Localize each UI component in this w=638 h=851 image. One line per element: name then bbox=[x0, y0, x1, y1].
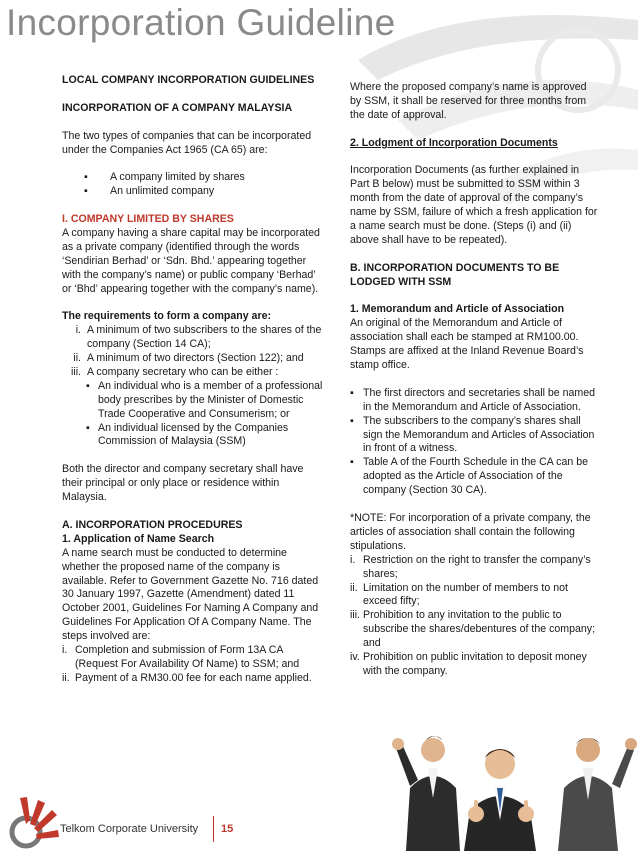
left-column bbox=[62, 74, 324, 686]
stipulation-item bbox=[350, 609, 598, 651]
stipulation-text: Restriction on the right to transfer the company’s shares; bbox=[363, 553, 591, 580]
memorandum-point: ▪ The subscribers to the company’s shares shall sign the Memorandum and Articles of Association in front of a witness. bbox=[350, 415, 598, 457]
requirement-number: i. bbox=[75, 324, 81, 337]
requirement-text: A minimum of two directors (Section 122); and bbox=[87, 352, 304, 365]
director-residence-paragraph: Both the director and company secretary shall have their principal or only place or residence within Malaysia. bbox=[62, 463, 304, 504]
section-title-incorporation-documents: B. INCORPORATION DOCUMENTS TO BE LODGED WITH SSM bbox=[350, 261, 560, 288]
subsection-title-lodgment: 2. Lodgment of Incorporation Documents bbox=[350, 136, 558, 149]
page-title: Incorporation Guideline bbox=[6, 2, 396, 43]
secretary-option-item: ▪ An individual who is a member of a professional body prescribes by the Minister of Domestic Trade Cooperative and Consumerism; or bbox=[62, 380, 324, 422]
name-search-paragraph: A name search must be conducted to determine whether the proposed name of the company is available. Refer to Government Gazette No. 716 dated 30 January 1997, Gazette (Amendment) dated 11 October 2001, Guidelines For Naming A Company and Guidelines For Application Of A Company Name. The steps involved are: bbox=[62, 546, 319, 643]
stipulation-text: Prohibition on public invitation to deposit money with the company. bbox=[363, 651, 587, 677]
note-paragraph: *NOTE: For incorporation of a private company, the articles of association shall contain the following stipulations. bbox=[350, 512, 591, 552]
right-column bbox=[350, 81, 598, 679]
stipulation-text: Prohibition to any invitation to the public to subscribe the shares/debentures of the company; and bbox=[363, 609, 596, 650]
business-people-photo bbox=[388, 728, 638, 851]
secretary-option-item: ▪ An individual licensed by the Companies Commission of Malaysia (SSM) bbox=[62, 422, 324, 450]
lodgment-paragraph: Incorporation Documents (as further explained in Part B below) must be submitted to SSM within 3 month from the date of approval of the company’s name by SSM, failure of which a fresh application for a name search must be done. (Steps (i) and (ii) above shall have to be repeated). bbox=[350, 164, 598, 246]
memorandum-paragraph: An original of the Memorandum and Article of association shall each be stamped at RM100.00. Stamps are affixed at the Inland Revenue Board’s stamp office. bbox=[350, 317, 584, 372]
requirement-item bbox=[62, 352, 324, 366]
telkom-logo-icon bbox=[4, 794, 64, 850]
footer-organization: Telkom Corporate University bbox=[60, 823, 199, 835]
stipulation-number: ii. bbox=[350, 581, 358, 594]
section-title-incorporation-procedures: A. INCORPORATION PROCEDURES bbox=[62, 518, 243, 531]
stipulation-number: iii. bbox=[350, 609, 361, 622]
intro-paragraph: The two types of companies that can be incorporated under the Companies Act 1965 (CA 65) are: bbox=[62, 129, 312, 156]
stipulation-item bbox=[350, 554, 598, 582]
footer-divider bbox=[213, 816, 214, 842]
step-item bbox=[62, 672, 324, 686]
name-reservation-paragraph: Where the proposed company’s name is approved by SSM, it shall be reserved for three months from the date of approval. bbox=[350, 81, 587, 121]
requirement-number: ii. bbox=[73, 352, 81, 365]
subsection-title-memorandum: 1. Memorandum and Article of Association bbox=[350, 303, 565, 316]
section-title-limited-by-shares: I. COMPANY LIMITED BY SHARES bbox=[62, 213, 234, 225]
requirement-number: iii. bbox=[70, 365, 81, 378]
step-item bbox=[62, 644, 324, 672]
heading-incorporation-malaysia: INCORPORATION OF A COMPANY MALAYSIA bbox=[62, 101, 293, 114]
step-text: Completion and submission of Form 13A CA (Request For Availability Of Name) to SSM; and bbox=[75, 644, 300, 670]
step-number: i. bbox=[62, 644, 68, 657]
step-number: ii. bbox=[62, 671, 70, 684]
memorandum-point: ▪ The first directors and secretaries shall be named in the Memorandum and Article of Association. bbox=[350, 387, 598, 415]
heading-local-guidelines: LOCAL COMPANY INCORPORATION GUIDELINES bbox=[62, 74, 315, 86]
requirement-text: A minimum of two subscribers to the shares of the company (Section 14 CA); bbox=[87, 324, 322, 351]
stipulation-text: Limitation on the number of members to not exceed fifty; bbox=[363, 581, 568, 608]
stipulation-number: i. bbox=[350, 553, 356, 566]
step-text: Payment of a RM30.00 fee for each name applied. bbox=[75, 671, 312, 684]
stipulation-item bbox=[350, 651, 598, 679]
limited-by-shares-paragraph: A company having a share capital may be incorporated as a private company (identified through the words ‘Sendirian Berhad’ or ‘Sdn. Bhd.’ appearing together with the company’s name) or public company ‘Berhad’ or ‘Bhd’ appearing together with the company’s name). bbox=[62, 226, 320, 295]
memorandum-point: ▪ Table A of the Fourth Schedule in the CA can be adopted as the Article of Association of the company (Section 30 CA). bbox=[350, 456, 598, 498]
list-item-company-type: ▪ A company limited by shares bbox=[62, 171, 324, 185]
requirement-item bbox=[62, 366, 324, 380]
stipulation-number: iv. bbox=[350, 651, 360, 664]
requirement-item bbox=[62, 324, 324, 352]
requirements-title: The requirements to form a company are: bbox=[62, 310, 271, 323]
subsection-title-name-search: 1. Application of Name Search bbox=[62, 532, 215, 545]
stipulation-item bbox=[350, 582, 598, 610]
list-item-company-type: ▪ An unlimited company bbox=[62, 185, 324, 199]
page-number: 15 bbox=[221, 823, 234, 835]
requirement-text: A company secretary who can be either : bbox=[87, 365, 279, 378]
